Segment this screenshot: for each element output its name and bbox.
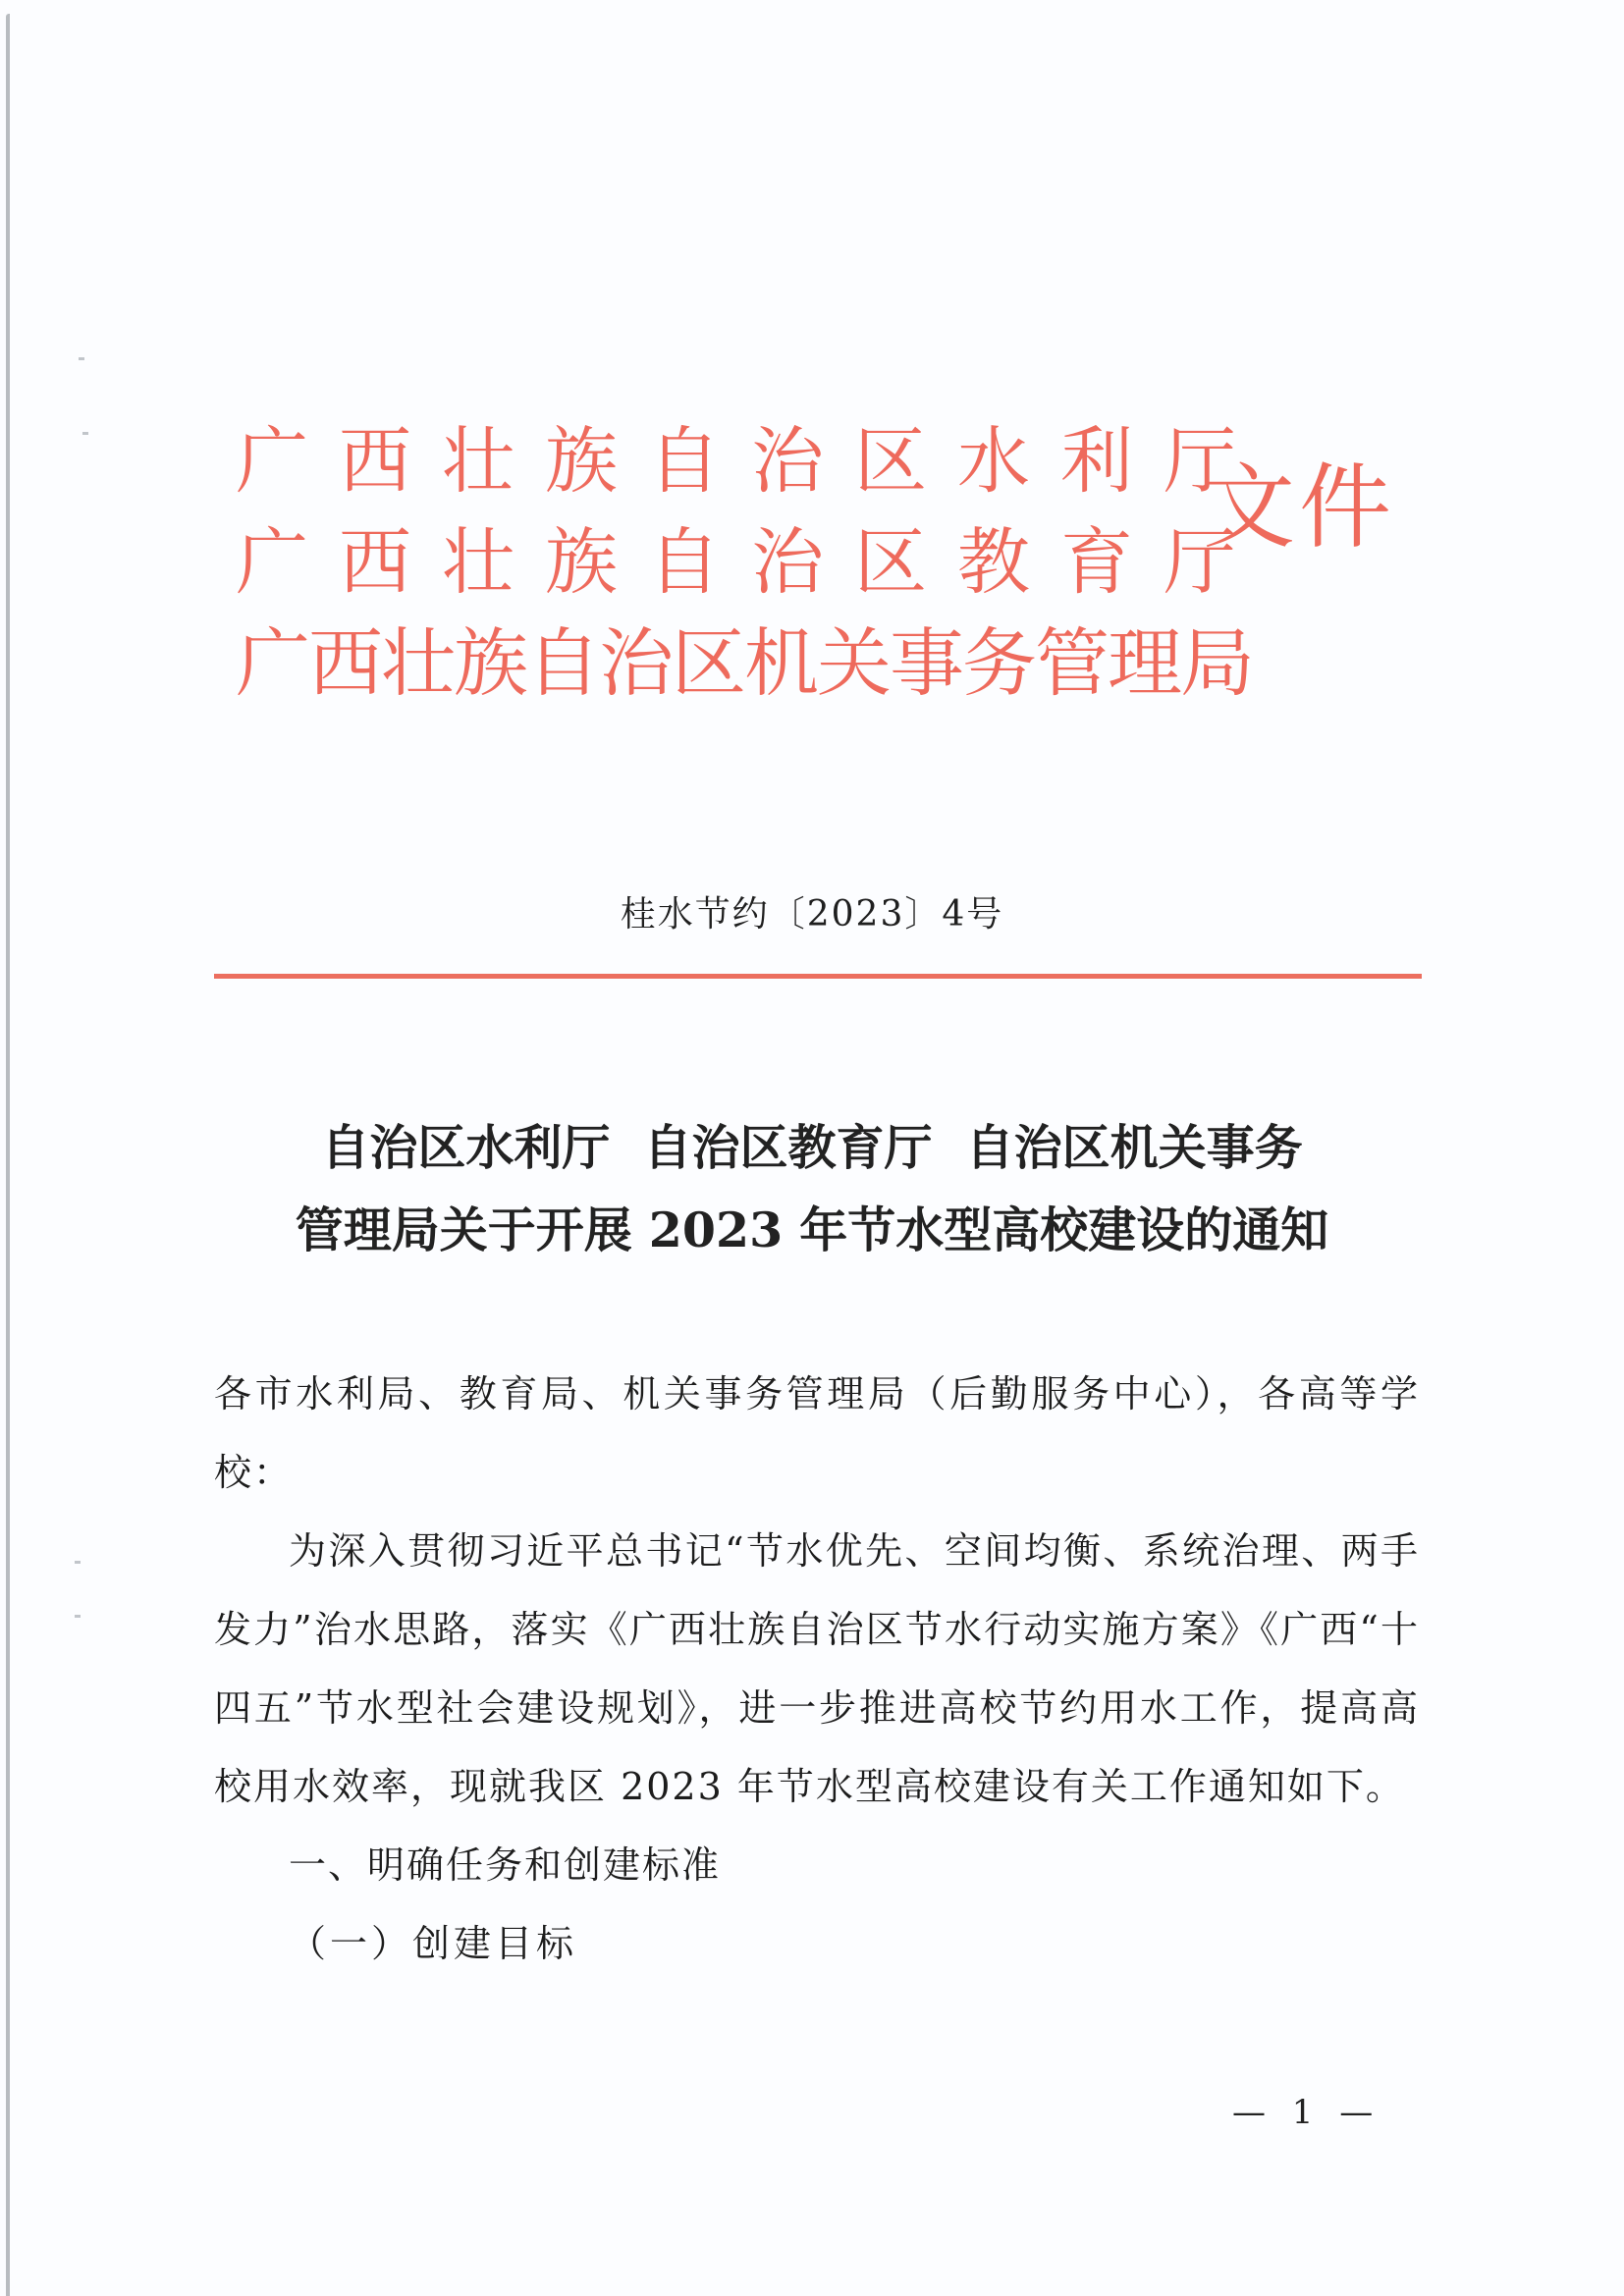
scan-artifact [82, 432, 88, 435]
page-number: — 1 — [1232, 2093, 1381, 2132]
title-line-1: 自治区水利厅 自治区教育厅 自治区机关事务 [321, 1119, 1303, 1176]
document-number: 桂水节约〔2023〕4号 [620, 894, 1004, 934]
document-type-label: 文件 [1203, 454, 1396, 561]
subsection-heading-1: （一）创建目标 [289, 1922, 578, 1965]
issuer-education: 广西壮族自治区教育厅 [236, 520, 1267, 605]
scan-artifact [75, 1561, 81, 1564]
document-title [0, 1106, 1624, 1271]
scan-artifact [79, 357, 84, 360]
document-body [214, 1355, 1420, 1983]
issuing-authorities-header [236, 412, 1463, 716]
section-heading-1: 一、明确任务和创建标准 [289, 1843, 722, 1887]
issuer-administration: 广西壮族自治区机关事务管理局 [236, 619, 1253, 707]
title-line-2: 管理局关于开展 2023 年节水型高校建设的通知 [295, 1201, 1329, 1258]
scan-artifact [75, 1615, 81, 1618]
red-divider-line [214, 974, 1422, 979]
paragraph-intro: 为深入贯彻习近平总书记“节水优先、空间均衡、系统治理、两手发力”治水思路，落实《广西壮族自治区节水行动实施方案》《广西“十四五”节水型社会建设规划》，进一步推进高校节约用水工作，提高高校用水效率，现就我区 2023 年节水型高校建设有关工作通知如下。 [214, 1529, 1420, 1808]
salutation: 各市水利局、教育局、机关事务管理局（后勤服务中心），各高等学校： [214, 1372, 1420, 1494]
issuer-water-resources: 广西壮族自治区水利厅 [236, 419, 1267, 504]
